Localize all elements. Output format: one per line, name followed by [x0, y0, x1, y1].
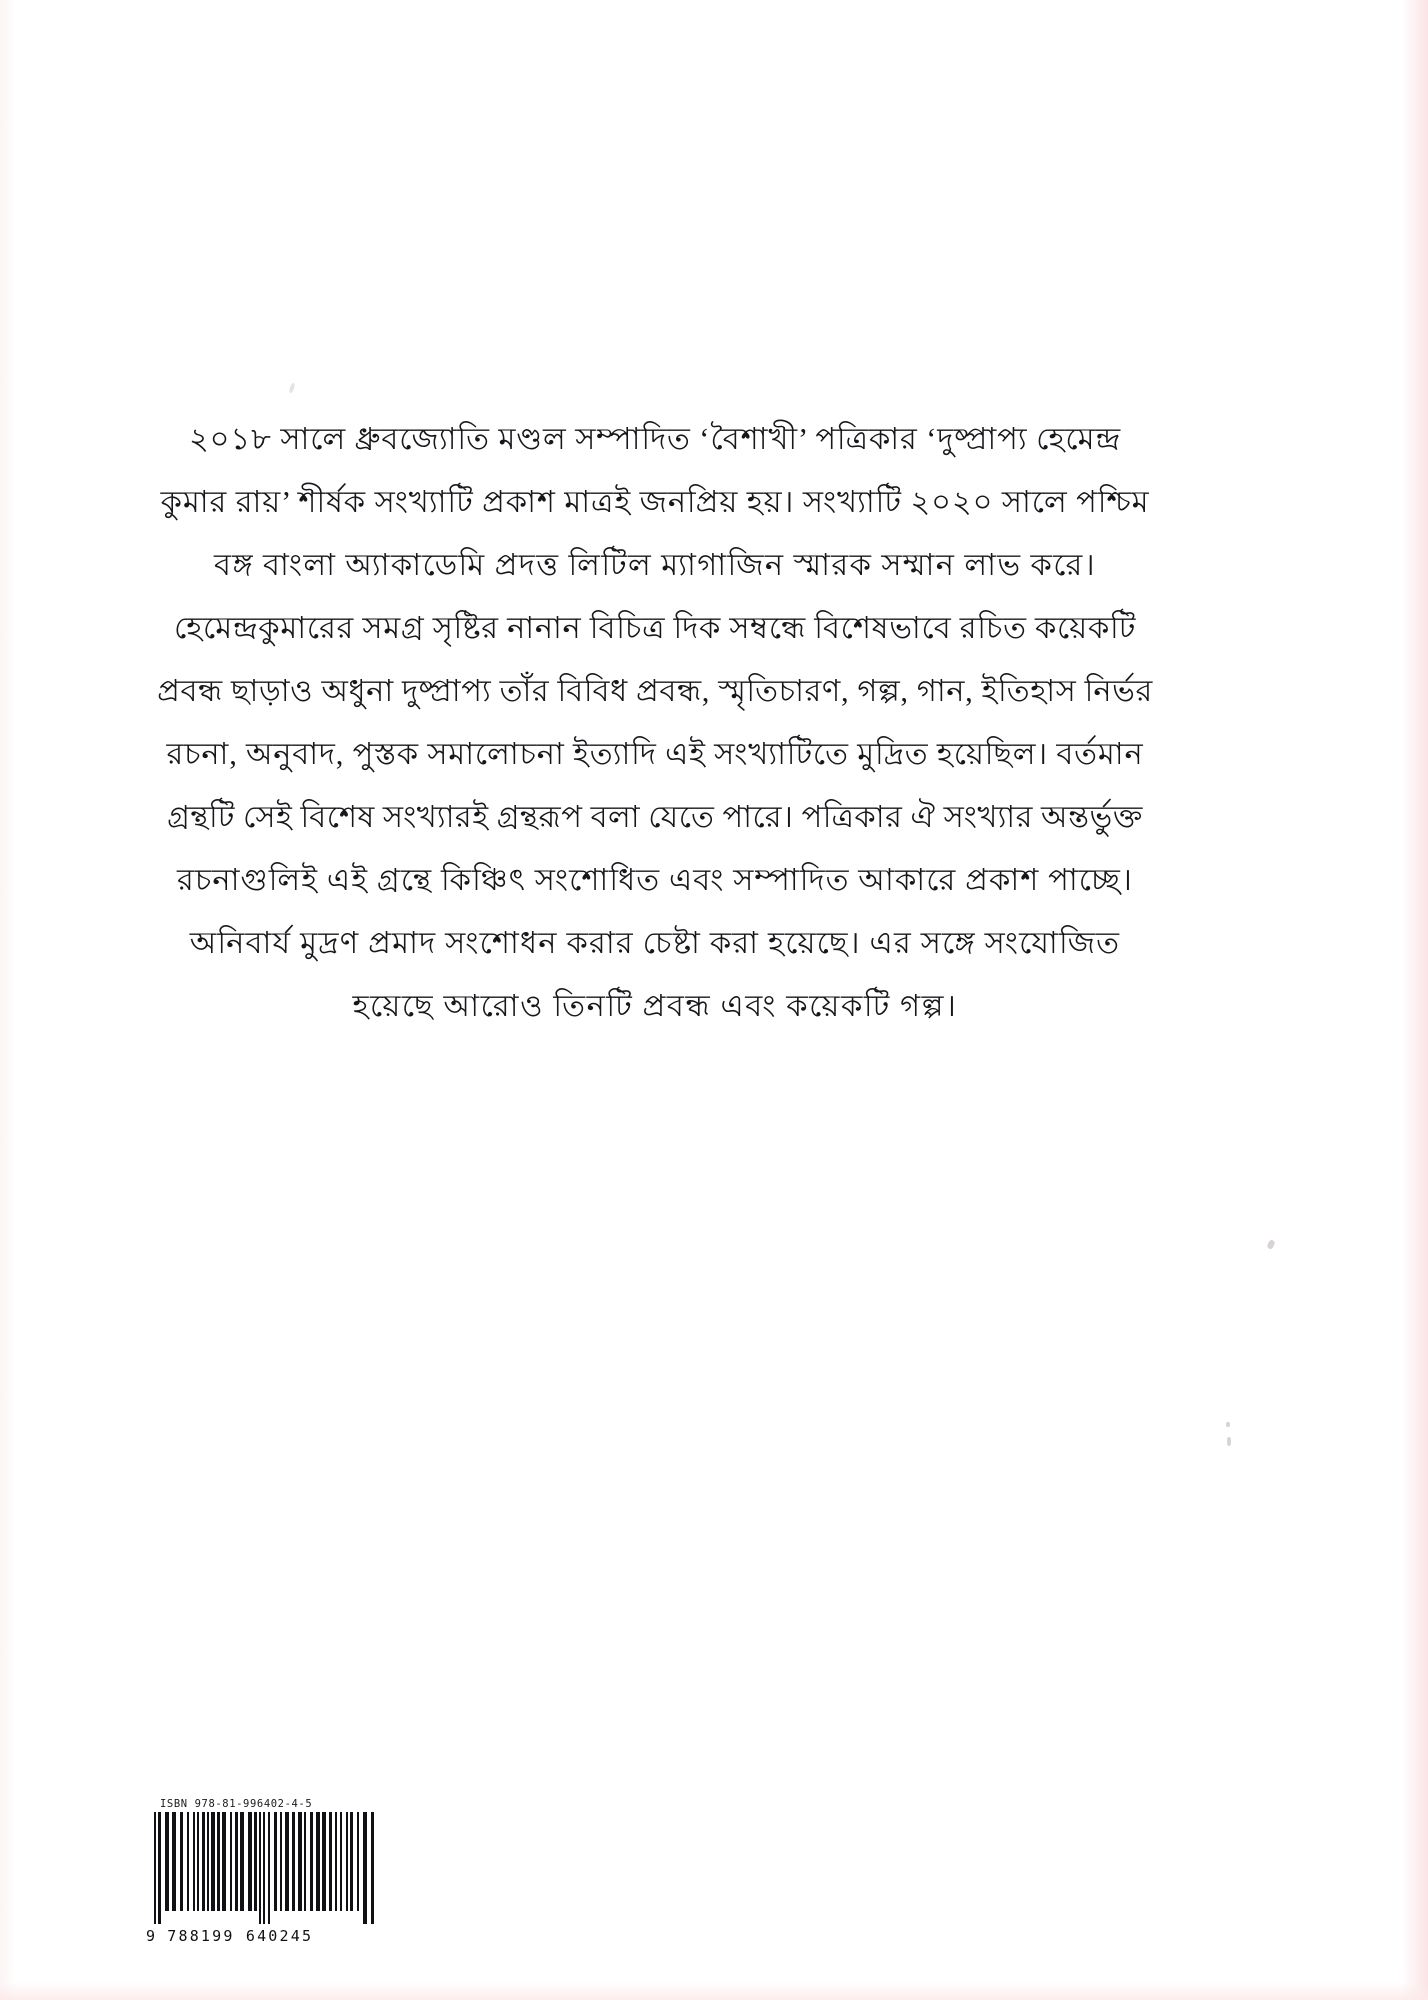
barcode-digit-group: 788199 640245: [167, 1927, 314, 1945]
blurb-line: রচনাগুলিই এই গ্রন্থে কিঞ্চিৎ সংশোধিত এবং সম্পাদিত আকারে প্রকাশ পাচ্ছে।: [176, 863, 1134, 897]
blurb-line: প্রবন্ধ ছাড়াও অধুনা দুষ্প্রাপ্য তাঁর বিবিধ প্রবন্ধ, স্মৃতিচারণ, গল্প, গান, ইতিহাস নির্ভর: [157, 674, 1153, 708]
blurb-line: গ্রন্থটি সেই বিশেষ সংখ্যারই গ্রন্থরূপ বলা যেতে পারে। পত্রিকার ঐ সংখ্যার অন্তর্ভুক্ত: [167, 800, 1143, 834]
barcode-lead-digit: 9: [146, 1927, 158, 1945]
scan-speck: [1227, 1437, 1231, 1446]
isbn-label: ISBN 978-81-996402-4-5: [160, 1798, 313, 1810]
barcode-bar: [285, 1812, 289, 1911]
blurb-line: বঙ্গ বাংলা অ্যাকাডেমি প্রদত্ত লিটিল ম্যাগাজিন স্মারক সম্মান লাভ করে।: [213, 548, 1097, 582]
blurb-line: হয়েছে আরোও তিনটি প্রবন্ধ এবং কয়েকটি গল্প।: [352, 989, 958, 1023]
barcode-bar: [357, 1812, 359, 1911]
blurb-line: হেমেন্দ্রকুমারের সমগ্র সৃষ্টির নানান বিচিত্র দিক সম্বন্ধে বিশেষভাবে রচিত কয়েকটি: [173, 611, 1137, 645]
blurb-line: অনিবার্য মুদ্রণ প্রমাদ সংশোধন করার চেষ্টা করা হয়েছে। এর সঙ্গে সংযোজিত: [189, 926, 1121, 960]
barcode-bar: [280, 1812, 282, 1911]
scan-speck: [1226, 1422, 1230, 1427]
barcode-bar: [304, 1812, 306, 1911]
back-cover-blurb: [112, 408, 1198, 1038]
barcode-bar: [207, 1812, 209, 1911]
barcode-bar: [158, 1812, 161, 1924]
barcode-bar: [316, 1812, 320, 1911]
barcode-bar: [274, 1812, 277, 1911]
blurb-line: কুমার রায়’ শীর্ষক সংখ্যাটি প্রকাশ মাত্রই জনপ্রিয় হয়। সংখ্যাটি ২০২০ সালে পশ্চিম: [160, 485, 1150, 519]
barcode-bar: [172, 1812, 176, 1911]
barcode-bar: [259, 1812, 261, 1924]
barcode-bar: [322, 1812, 326, 1911]
barcode-bar: [197, 1812, 199, 1911]
barcode-bar: [350, 1812, 353, 1911]
barcode-bar: [217, 1812, 220, 1911]
barcode-bar: [346, 1812, 348, 1911]
barcode-bars: [146, 1812, 380, 1924]
scan-edge-bottom: [0, 1982, 1428, 2000]
barcode-bar: [193, 1812, 195, 1911]
barcode-bar: [211, 1812, 215, 1911]
scan-edge-left: [0, 0, 16, 2000]
barcode-bar: [335, 1812, 337, 1911]
barcode-bar: [202, 1812, 205, 1911]
barcode-bar: [165, 1812, 169, 1911]
barcode-bar: [310, 1812, 313, 1911]
barcode-digits: [146, 1927, 386, 1945]
isbn-barcode: [146, 1798, 386, 1945]
barcode-bar: [363, 1812, 367, 1924]
barcode-bar: [240, 1812, 244, 1911]
barcode-bar: [154, 1812, 156, 1924]
barcode-bar: [180, 1812, 183, 1911]
barcode-bar: [329, 1812, 332, 1911]
barcode-bar: [235, 1812, 238, 1911]
blurb-line: রচনা, অনুবাদ, পুস্তক সমালোচনা ইত্যাদি এই সংখ্যাটিতে মুদ্রিত হয়েছিল। বর্তমান: [166, 737, 1144, 771]
barcode-bar: [292, 1812, 295, 1911]
barcode-bar: [298, 1812, 302, 1911]
barcode-bar: [248, 1812, 252, 1911]
blurb-line: ২০১৮ সালে ধ্রুবজ্যোতি মণ্ডল সম্পাদিত ‘বৈশাখী’ পত্রিকার ‘দুষ্প্রাপ্য হেমেন্দ্র: [188, 422, 1122, 456]
scan-edge-right: [1402, 0, 1428, 2000]
barcode-bar: [254, 1812, 257, 1911]
barcode-bar: [268, 1812, 270, 1924]
barcode-bar: [263, 1812, 265, 1924]
scan-speck: [1266, 1239, 1275, 1250]
scan-speck: [289, 383, 296, 394]
barcode-bar: [222, 1812, 226, 1911]
barcode-bar: [230, 1812, 232, 1911]
barcode-bar: [340, 1812, 342, 1911]
barcode-bar: [371, 1812, 374, 1924]
barcode-bar: [187, 1812, 189, 1911]
